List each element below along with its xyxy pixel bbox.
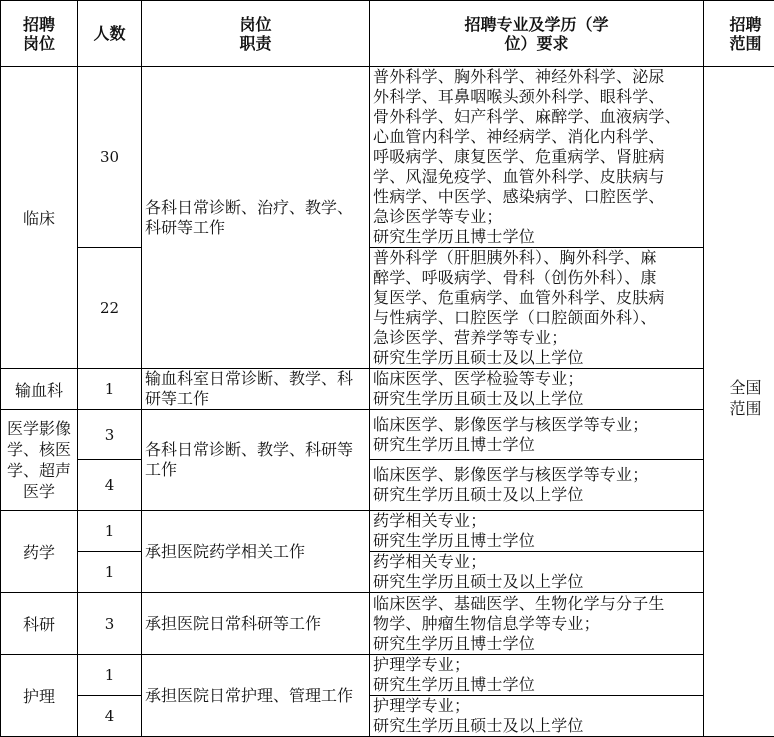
requirement-line: 研究生学历且硕士及以上学位 [373,389,700,409]
requirement-cell [370,67,704,248]
position-cell: 科研 [1,593,78,655]
requirement-line: 研究生学历且博士学位 [373,634,700,654]
requirement-line: 研究生学历且硕士及以上学位 [373,348,700,368]
requirement-line: 药学相关专业； [373,552,700,572]
duty-cell: 承担医院日常护理、管理工作 [142,655,370,737]
table-row [1,696,774,737]
requirement-line: 研究生学历且硕士及以上学位 [373,716,700,736]
count-cell: 4 [78,460,142,511]
requirement-line: 研究生学历且博士学位 [373,675,700,695]
table-row [1,369,774,410]
table-row [1,460,774,511]
position-cell: 药学 [1,511,78,593]
position-cell: 临床 [1,67,78,369]
requirement-cell [370,552,704,593]
requirement-cell [370,369,704,410]
table-row [1,67,774,248]
requirement-line: 药学相关专业； [373,511,700,531]
requirement-line: 研究生学历且博士学位 [373,435,700,455]
header-count: 人数 [78,1,142,67]
count-cell: 30 [78,67,142,248]
requirement-line: 外科学、耳鼻咽喉头颈外科学、眼科学、 [373,87,700,107]
count-cell: 1 [78,369,142,410]
requirement-cell [370,696,704,737]
requirement-line: 急诊医学等专业； [373,207,700,227]
duty-cell: 各科日常诊断、治疗、教学、科研等工作 [142,67,370,369]
table-row [1,248,774,369]
table-row [1,511,774,552]
table-row [1,655,774,696]
position-cell: 医学影像学、核医学、超声医学 [1,410,78,511]
count-cell: 3 [78,593,142,655]
table-row [1,552,774,593]
requirement-line: 护理学专业； [373,696,700,716]
duty-cell: 承担医院日常科研等工作 [142,593,370,655]
requirement-line: 护理学专业； [373,655,700,675]
requirement-line: 研究生学历且博士学位 [373,227,700,247]
position-cell: 输血科 [1,369,78,410]
duty-cell: 承担医院药学相关工作 [142,511,370,593]
requirement-line: 临床医学、影像医学与核医学等专业； [373,465,700,485]
requirement-cell [370,248,704,369]
requirement-cell [370,511,704,552]
requirement-line: 物学、肿瘤生物信息学等专业； [373,614,700,634]
count-cell: 1 [78,552,142,593]
requirement-line: 急诊医学、营养学等专业； [373,328,700,348]
requirement-line: 临床医学、基础医学、生物化学与分子生 [373,594,700,614]
count-cell: 4 [78,696,142,737]
requirement-cell [370,593,704,655]
count-cell: 1 [78,655,142,696]
requirement-cell [370,460,704,511]
requirement-line: 心血管内科学、神经病学、消化内科学、 [373,127,700,147]
requirement-line: 研究生学历且硕士及以上学位 [373,572,700,592]
header-position: 招聘岗位 [1,1,78,67]
count-cell: 22 [78,248,142,369]
requirement-line: 骨外科学、妇产科学、麻醉学、血液病学、 [373,107,700,127]
requirement-line: 研究生学历且博士学位 [373,531,700,551]
requirement-line: 呼吸病学、康复医学、危重病学、肾脏病 [373,147,700,167]
requirement-line: 醉学、呼吸病学、骨科（创伤外科）、康 [373,268,700,288]
header-scope: 招聘范围 [704,1,774,67]
requirement-line: 普外科学、胸外科学、神经外科学、泌尿 [373,67,700,87]
count-cell: 3 [78,410,142,460]
position-cell: 护理 [1,655,78,737]
requirement-line: 性病学、中医学、感染病学、口腔医学、 [373,187,700,207]
duty-cell: 各科日常诊断、教学、科研等工作 [142,410,370,511]
requirement-line: 复医学、危重病学、血管外科学、皮肤病 [373,288,700,308]
requirement-line: 与性病学、口腔医学（口腔颌面外科）、 [373,308,700,328]
count-cell: 1 [78,511,142,552]
header-row [1,1,774,67]
scope-cell: 全国范围 [704,67,774,737]
table-row [1,593,774,655]
requirement-line: 普外科学（肝胆胰外科）、胸外科学、麻 [373,248,700,268]
header-duty: 岗位职责 [142,1,370,67]
requirement-line: 研究生学历且硕士及以上学位 [373,485,700,505]
requirement-line: 临床医学、影像医学与核医学等专业； [373,415,700,435]
table-row [1,410,774,460]
requirement-cell [370,655,704,696]
duty-cell: 输血科室日常诊断、教学、科研等工作 [142,369,370,410]
requirement-line: 临床医学、医学检验等专业； [373,369,700,389]
header-requirement: 招聘专业及学历（学位）要求 [370,1,704,67]
requirement-cell [370,410,704,460]
requirement-line: 学、风湿免疫学、血管外科学、皮肤病与 [373,167,700,187]
